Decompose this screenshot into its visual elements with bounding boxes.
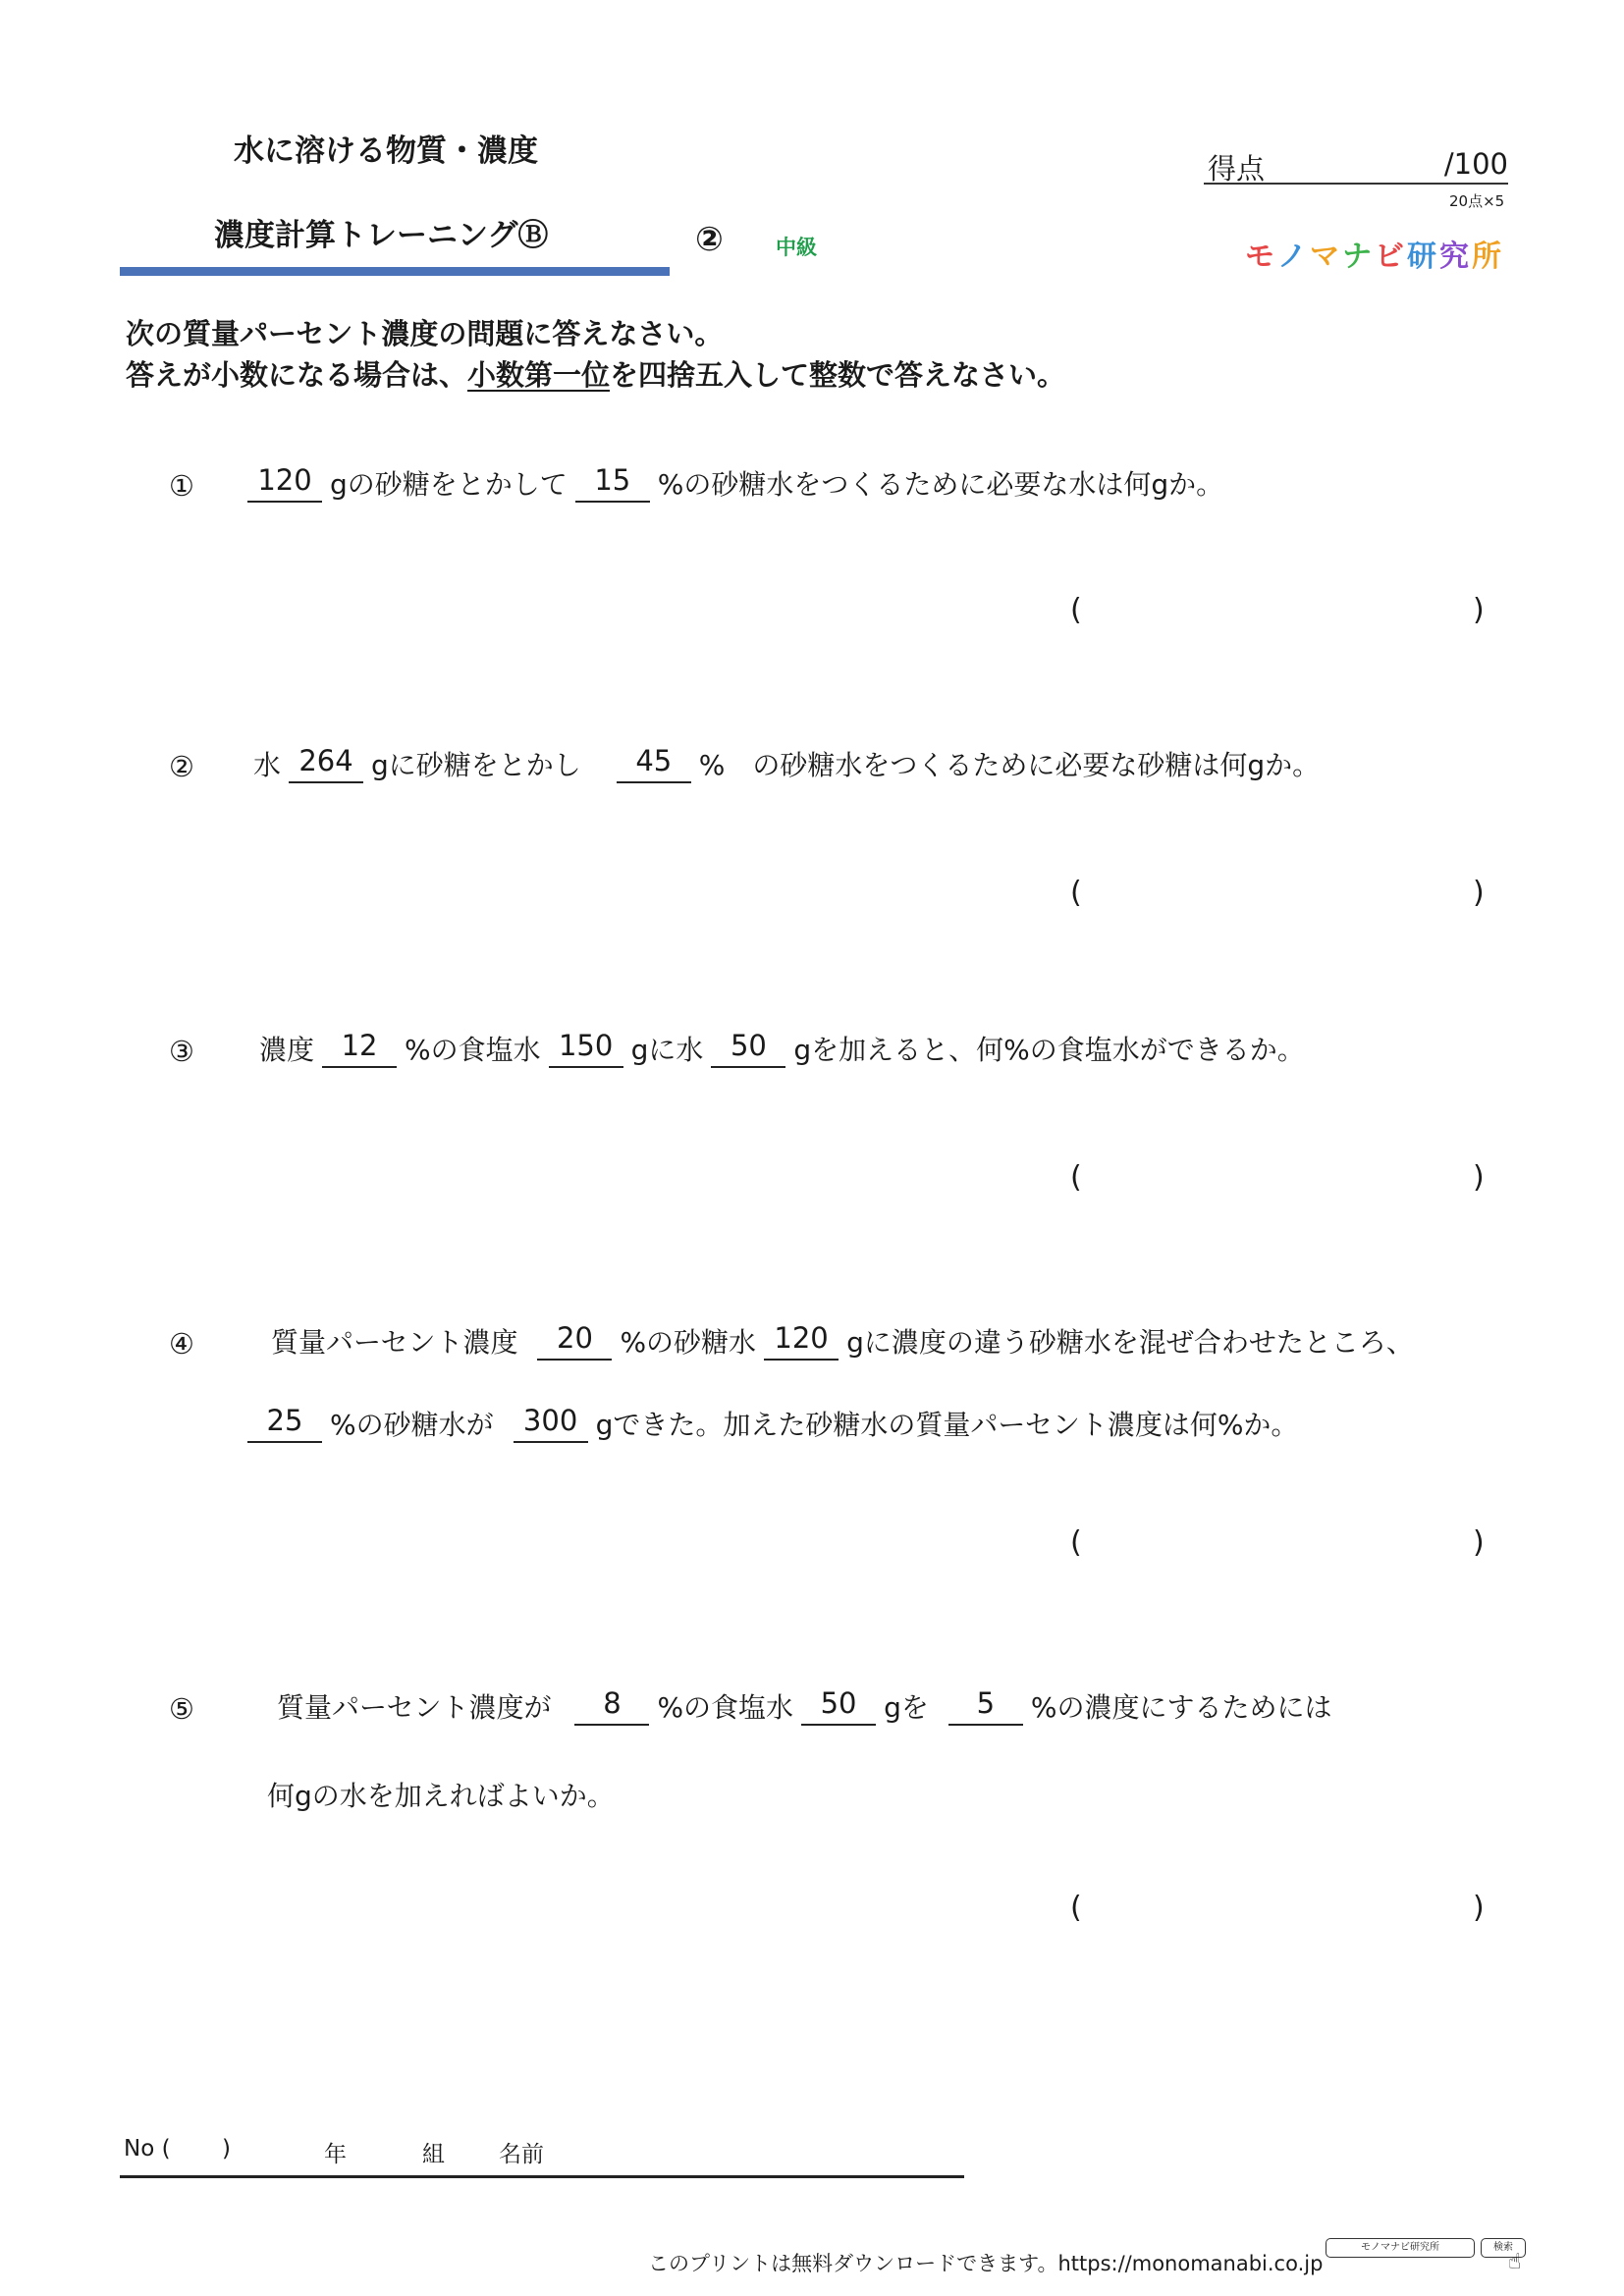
question-2-answer-close: ) [1473, 876, 1485, 910]
question-1-text-3: %の砂糖水をつくるために必要な水は何gか。 [657, 468, 1224, 501]
instruction-line-2-post: を四捨五入して整数で答えなさい。 [610, 358, 1066, 392]
question-5-text-line-2 [267, 1775, 615, 1814]
question-4-number: ④ [169, 1327, 194, 1361]
score-field[interactable] [1204, 143, 1508, 185]
logo-char: 所 [1472, 240, 1504, 274]
question-5-text-5: 何gの水を加えればよいか。 [267, 1780, 615, 1812]
question-3-blank-3: 50 [711, 1029, 785, 1068]
logo-char: マ [1310, 240, 1342, 274]
question-2-text-3: % の砂糖水をつくるために必要な砂糖は何gか。 [698, 749, 1321, 781]
logo-char: 究 [1439, 240, 1472, 274]
student-number-label: No ( [124, 2136, 171, 2162]
question-4-text-1: 質量パーセント濃度 [271, 1326, 518, 1359]
question-2-text-1: 水 [253, 749, 282, 781]
question-4-text-2: %の砂糖水 [620, 1326, 757, 1359]
question-5-number: ⑤ [169, 1692, 194, 1726]
student-number-close: ) [222, 2136, 231, 2162]
question-4-text-4: %の砂糖水が [330, 1409, 494, 1441]
question-3-answer-open[interactable]: ( [1070, 1160, 1082, 1195]
sheet-number: ② [695, 220, 724, 259]
question-1-blank-2: 15 [575, 463, 650, 503]
question-4-answer-close: ) [1473, 1525, 1485, 1560]
score-note: 20点×5 [1449, 192, 1505, 210]
question-3-answer-close: ) [1473, 1160, 1485, 1195]
question-1-number: ① [169, 469, 194, 503]
worksheet-title: 濃度計算トレーニングⒷ [214, 218, 549, 253]
question-2-answer-open[interactable]: ( [1070, 876, 1082, 910]
logo-char: ナ [1342, 240, 1375, 274]
question-3-number: ③ [169, 1035, 194, 1068]
logo [1245, 232, 1504, 275]
question-3-text-2: %の食塩水 [405, 1034, 541, 1066]
question-5-blank-1: 8 [574, 1686, 649, 1726]
instruction-line-1: 次の質量パーセント濃度の問題に答えなさい。 [126, 317, 724, 350]
question-5-answer-open[interactable]: ( [1070, 1891, 1082, 1925]
question-4-answer-open[interactable]: ( [1070, 1525, 1082, 1560]
question-5-text-2: %の食塩水 [657, 1691, 794, 1724]
question-3-blank-2: 150 [549, 1029, 623, 1068]
question-1-text [240, 463, 1223, 503]
name-label: 名前 [499, 2142, 544, 2167]
score-total: /100 [1443, 147, 1508, 181]
name-line[interactable] [120, 2175, 964, 2178]
question-2-text-2: gに砂糖をとかし [371, 749, 581, 781]
logo-char: 研 [1407, 240, 1439, 274]
question-1-text-2: gの砂糖をとかして [330, 468, 568, 501]
search-box: モノマナビ研究所 [1326, 2238, 1475, 2258]
question-2-text [253, 744, 1320, 783]
question-4-text-line-2 [240, 1404, 1298, 1443]
question-4-blank-3: 25 [247, 1404, 322, 1443]
question-1-answer-close: ) [1473, 593, 1485, 627]
question-5-answer-close: ) [1473, 1891, 1485, 1925]
difficulty-level: 中級 [776, 236, 817, 259]
class-label: 組 [422, 2142, 445, 2167]
question-5-blank-2: 50 [801, 1686, 876, 1726]
question-3-text [259, 1029, 1305, 1068]
question-5-text-line-1 [277, 1686, 1331, 1726]
question-2-blank-2: 45 [617, 744, 691, 783]
title-underline [120, 267, 670, 276]
instruction-line-2-emphasis: 小数第一位 [467, 358, 611, 392]
question-4-text-line-1 [271, 1321, 1414, 1361]
search-button: 検索 [1481, 2238, 1526, 2258]
question-4-blank-1: 20 [537, 1321, 612, 1361]
question-3-text-4: gを加えると、何%の食塩水ができるか。 [793, 1034, 1305, 1066]
year-label: 年 [324, 2142, 347, 2167]
question-3-blank-1: 12 [322, 1029, 397, 1068]
question-1-answer-open[interactable]: ( [1070, 593, 1082, 627]
question-3-text-3: gに水 [630, 1034, 704, 1066]
question-4-text-3: gに濃度の違う砂糖水を混ぜ合わせたところ、 [846, 1326, 1414, 1359]
question-4-text-5: gできた。加えた砂糖水の質量パーセント濃度は何%か。 [595, 1409, 1299, 1441]
question-5-text-1: 質量パーセント濃度が [277, 1691, 552, 1724]
question-1-blank-1: 120 [247, 463, 322, 503]
question-5-text-4: %の濃度にするためには [1030, 1691, 1332, 1724]
question-4-blank-2: 120 [764, 1321, 839, 1361]
question-2-blank-1: 264 [289, 744, 363, 783]
question-2-number: ② [169, 750, 194, 783]
logo-char: モ [1245, 240, 1277, 274]
score-label: 得点 [1208, 152, 1266, 186]
question-3-text-1: 濃度 [259, 1034, 315, 1066]
download-note: このプリントは無料ダウンロードできます。https://monomanabi.co.jp [648, 2252, 1324, 2275]
question-5-text-3: gを [884, 1691, 929, 1724]
logo-char: ノ [1277, 240, 1310, 274]
hand-pointer-icon: ☝ [1508, 2250, 1522, 2274]
worksheet-subject: 水に溶ける物質・濃度 [234, 133, 538, 169]
question-4-blank-4: 300 [514, 1404, 588, 1443]
instruction-line-2-pre: 答えが小数になる場合は、 [126, 358, 468, 392]
question-5-blank-3: 5 [948, 1686, 1023, 1726]
logo-char: ビ [1375, 240, 1407, 274]
instruction-line-2 [126, 353, 1065, 394]
